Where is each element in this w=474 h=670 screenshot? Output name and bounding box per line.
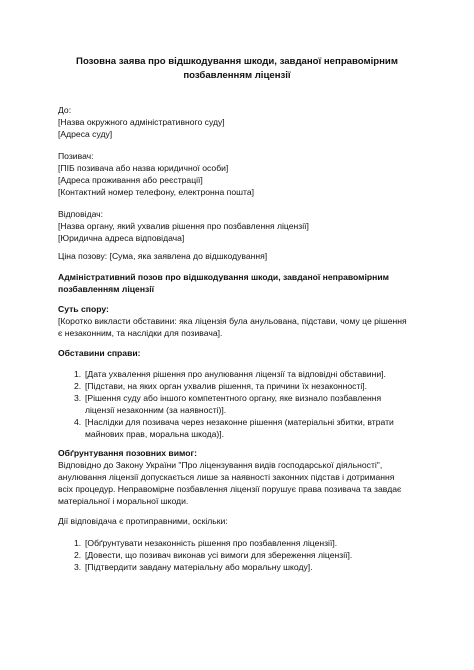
justification-line-3: всіх процедур. Неправомірне позбавлення ліцензії порушує права позивача та завдає bbox=[58, 484, 402, 494]
circumstances-section bbox=[58, 347, 418, 440]
plaintiff-name: [ПІБ позивача або назва юридичної особи] bbox=[58, 163, 229, 173]
document-title bbox=[40, 55, 434, 83]
essence-section bbox=[58, 303, 418, 339]
circumstance-item-4: 4. [Наслідки для позивача через незаконне рішення (матеріальні збитки, втрати майнових прав, моральна шкода)]. bbox=[74, 417, 394, 439]
essence-heading: Суть спору: bbox=[58, 304, 109, 314]
to-label: До: bbox=[58, 105, 72, 115]
circumstances-list bbox=[58, 368, 418, 440]
essence-line-1: [Коротко викласти обставини: яка ліцензія була анульована, підстави, чому це рішення bbox=[58, 316, 407, 326]
justification-heading: Обґрунтування позовних вимог: bbox=[58, 448, 197, 458]
defendant-section bbox=[58, 208, 418, 244]
plaintiff-label: Позивач: bbox=[58, 151, 94, 161]
defendant-name: [Назва органу, який ухвалив рішення про позбавлення ліцензії] bbox=[58, 221, 309, 231]
unlawful-section bbox=[58, 515, 418, 573]
claim-price: Ціна позову: [Сума, яка заявлена до відшкодування] bbox=[58, 251, 268, 261]
plaintiff-section bbox=[58, 150, 418, 198]
reason-item-2: 2. [Довести, що позивач виконав усі вимоги для збереження ліцензії]. bbox=[74, 550, 353, 560]
defendant-address: [Юридична адреса відповідача] bbox=[58, 233, 185, 243]
title-line-2: позбавленням ліцензії bbox=[183, 70, 291, 81]
court-name: [Назва окружного адміністративного суду] bbox=[58, 117, 225, 127]
defendant-label: Відповідач: bbox=[58, 209, 104, 219]
court-address: [Адреса суду] bbox=[58, 129, 113, 139]
circumstance-item-3: 3. [Рішення суду або іншого компетентного органу, яке визнало позбавлення ліцензії незаконним (за наявності)]. bbox=[74, 393, 382, 415]
essence-line-2: є незаконним, та наслідки для позивача]. bbox=[58, 328, 223, 338]
justification-line-4: матеріальної і моральної шкоди. bbox=[58, 496, 189, 506]
claim-heading-line-2: позбавленням ліцензії bbox=[58, 284, 155, 294]
reason-item-3: 3. [Підтвердити завдану матеріальну або моральну шкоду]. bbox=[74, 562, 313, 572]
plaintiff-address: [Адреса проживання або реєстрації] bbox=[58, 175, 203, 185]
reason-item-1: 1. [Обґрунтувати незаконність рішення про позбавлення ліцензії]. bbox=[74, 538, 338, 548]
circumstances-heading: Обставини справи: bbox=[58, 348, 141, 358]
unlawful-intro: Дії відповідача є протиправними, оскільки: bbox=[58, 516, 228, 526]
circumstance-item-2: 2. [Підстави, на яких орган ухвалив рішення, та причини їх незаконності]. bbox=[74, 381, 368, 391]
claim-price-section bbox=[58, 250, 418, 262]
to-section bbox=[58, 104, 418, 140]
justification-section bbox=[58, 447, 418, 507]
claim-heading bbox=[58, 271, 418, 295]
circumstance-item-1: 1. [Дата ухвалення рішення про анулювання ліцензії та відповідні обставини]. bbox=[74, 369, 386, 379]
plaintiff-contact: [Контактний номер телефону, електронна пошта] bbox=[58, 187, 255, 197]
reasons-list bbox=[58, 537, 418, 573]
justification-line-1: Відповідно до Закону України "Про ліцензування видів господарської діяльності", bbox=[58, 460, 383, 470]
claim-heading-line-1: Адміністративний позов про відшкодування шкоди, завданої неправомірним bbox=[58, 272, 390, 282]
title-line-1: Позовна заява про відшкодування шкоди, завданої неправомірним bbox=[76, 56, 398, 67]
justification-line-2: анулювання ліцензії допускається лише за наявності законних підстав і дотримання bbox=[58, 472, 395, 482]
